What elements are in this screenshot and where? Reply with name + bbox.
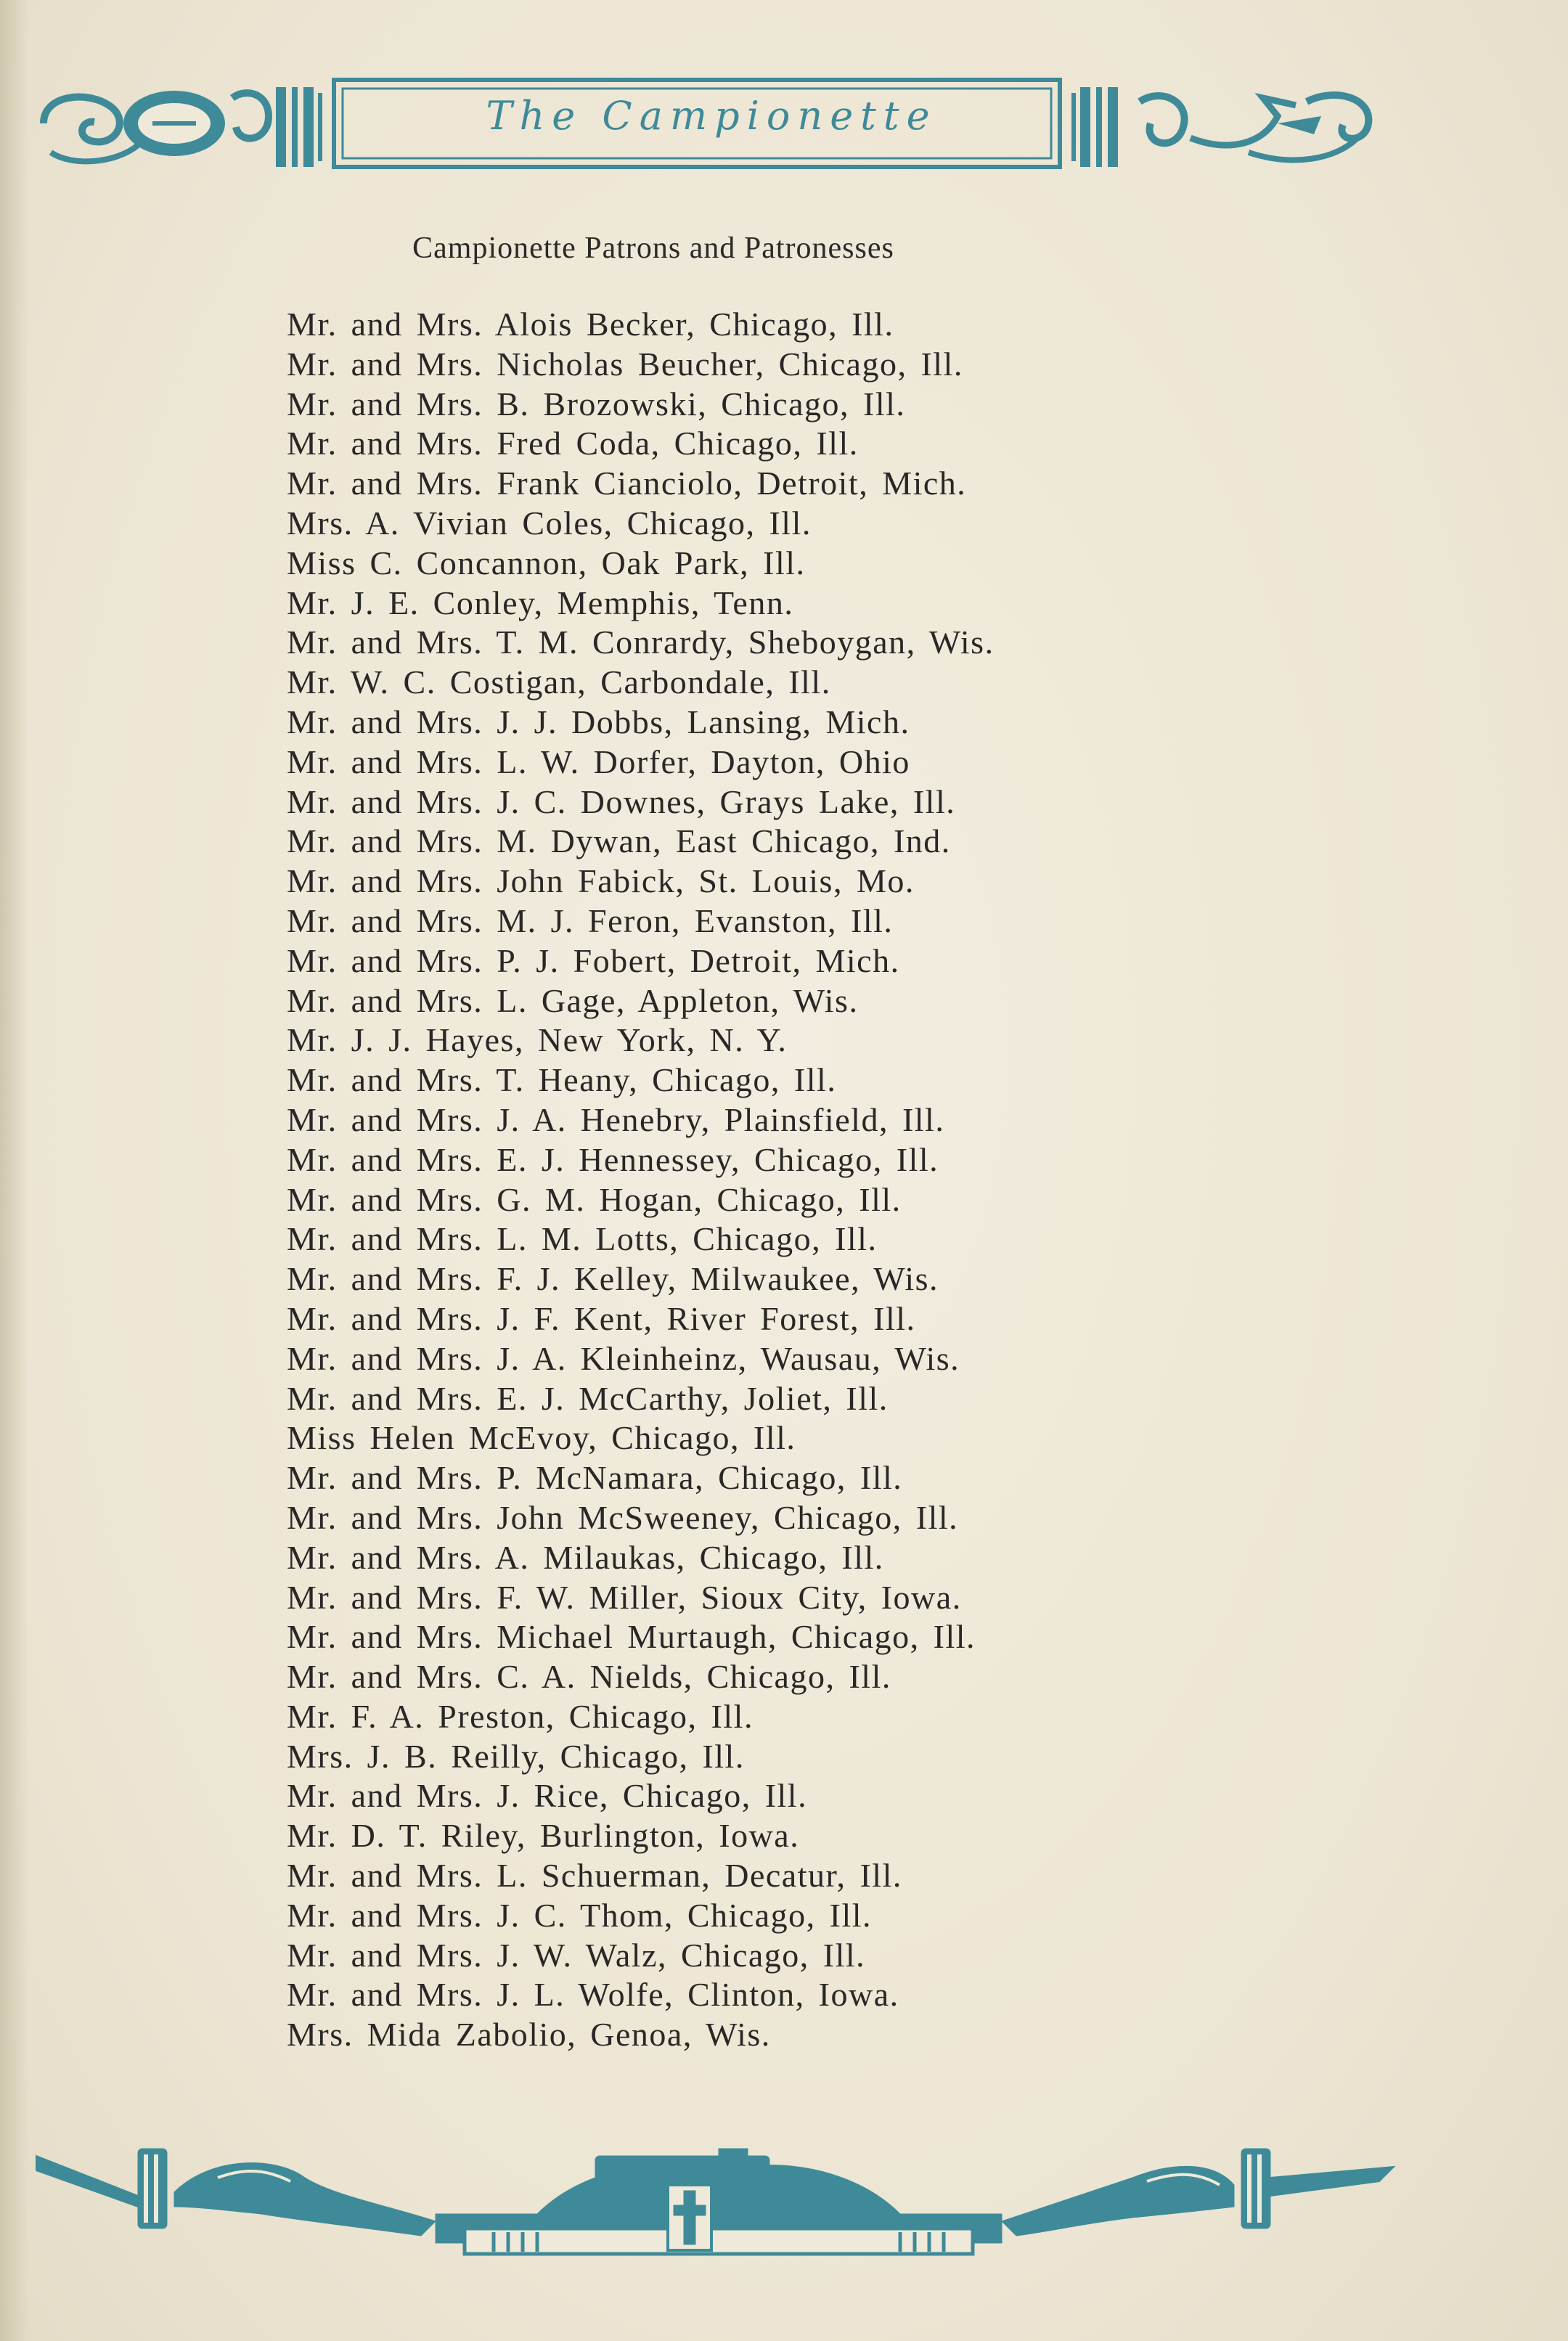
patron-entry: Mr. and Mrs. L. Gage, Appleton, Wis. [287, 981, 859, 1019]
patron-entry: Mr. and Mrs. F. J. Kelley, Milwaukee, Wis. [287, 1260, 939, 1298]
patron-entry: Mr. and Mrs. Michael Murtaugh, Chicago, Ill. [287, 1618, 976, 1656]
patron-entry: Mr. and Mrs. L. Schuerman, Decatur, Ill. [287, 1857, 902, 1895]
patron-entry: Mr. and Mrs. P. J. Fobert, Detroit, Mich. [287, 941, 900, 979]
patron-entry: Mrs. A. Vivian Coles, Chicago, Ill. [287, 504, 812, 542]
patron-entry: Mr. and Mrs. John Fabick, St. Louis, Mo. [287, 862, 915, 900]
binding-gutter-shadow [0, 0, 29, 2341]
patron-entry: Mr. J. J. Hayes, New York, N. Y. [287, 1021, 788, 1059]
page-title: Campionette Patrons and Patronesses [412, 232, 894, 265]
patron-entry: Mr. and Mrs. B. Brozowski, Chicago, Ill. [287, 385, 906, 422]
patron-entry: Mr. and Mrs. J. C. Downes, Grays Lake, Ill. [287, 783, 956, 820]
patron-entry: Mr. D. T. Riley, Burlington, Iowa. [287, 1817, 800, 1855]
patron-entry: Mr. and Mrs. J. Rice, Chicago, Ill. [287, 1777, 808, 1815]
header-title: The Campionette [486, 93, 937, 139]
patron-entry: Mr. and Mrs. L. M. Lotts, Chicago, Ill. [287, 1220, 878, 1258]
patron-entry: Mr. and Mrs. A. Milaukas, Chicago, Ill. [287, 1538, 884, 1576]
patron-entry: Mr. and Mrs. Fred Coda, Chicago, Ill. [287, 425, 859, 462]
patron-entry: Mr. and Mrs. J. L. Wolfe, Clinton, Iowa. [287, 1976, 899, 2014]
patron-entry: Mr. and Mrs. M. Dywan, East Chicago, Ind. [287, 822, 951, 860]
patron-entry: Mr. and Mrs. Nicholas Beucher, Chicago, Ill. [287, 345, 963, 383]
header-banner [29, 73, 1394, 181]
patron-entry: Mr. and Mrs. T. Heany, Chicago, Ill. [287, 1061, 837, 1099]
patron-entry: Mr. and Mrs. F. W. Miller, Sioux City, Iowa. [287, 1578, 962, 1616]
patron-entry: Mr. and Mrs. G. M. Hogan, Chicago, Ill. [287, 1180, 902, 1218]
patron-entry: Miss Helen McEvoy, Chicago, Ill. [287, 1419, 796, 1457]
patron-entry: Mr. and Mrs. J. W. Walz, Chicago, Ill. [287, 1936, 866, 1974]
patron-list [287, 305, 995, 2055]
patron-entry: Mr. J. E. Conley, Memphis, Tenn. [287, 584, 794, 621]
patron-entry: Mrs. Mida Zabolio, Genoa, Wis. [287, 2016, 771, 2054]
patron-entry: Mr. and Mrs. C. A. Nields, Chicago, Ill. [287, 1658, 891, 1696]
footer-illustration [29, 2127, 1408, 2258]
patron-entry: Mrs. J. B. Reilly, Chicago, Ill. [287, 1737, 745, 1775]
patron-entry: Mr. and Mrs. J. J. Dobbs, Lansing, Mich. [287, 703, 910, 740]
patron-entry: Mr. and Mrs. John McSweeney, Chicago, Ill. [287, 1498, 959, 1536]
patron-entry: Mr. and Mrs. J. A. Henebry, Plainsfield, Ill. [287, 1100, 945, 1138]
patron-entry: Mr. and Mrs. J. A. Kleinheinz, Wausau, Wis. [287, 1339, 960, 1377]
patron-entry: Mr. and Mrs. Alois Becker, Chicago, Ill. [287, 306, 894, 343]
patron-entry: Mr. and Mrs. T. M. Conrardy, Sheboygan, Wis. [287, 624, 995, 661]
patron-entry: Mr. F. A. Preston, Chicago, Ill. [287, 1697, 754, 1735]
patron-entry: Mr. and Mrs. M. J. Feron, Evanston, Ill. [287, 902, 894, 939]
patron-entry: Mr. W. C. Costigan, Carbondale, Ill. [287, 663, 831, 701]
patron-entry: Mr. and Mrs. E. J. Hennessey, Chicago, Ill. [287, 1140, 939, 1178]
patron-entry: Mr. and Mrs. P. McNamara, Chicago, Ill. [287, 1459, 903, 1497]
patron-entry: Mr. and Mrs. Frank Cianciolo, Detroit, Mich. [287, 465, 967, 502]
patron-entry: Mr. and Mrs. J. C. Thom, Chicago, Ill. [287, 1896, 873, 1934]
patron-entry: Mr. and Mrs. L. W. Dorfer, Dayton, Ohio [287, 743, 910, 780]
patron-entry: Mr. and Mrs. E. J. McCarthy, Joliet, Ill. [287, 1379, 889, 1417]
patron-entry: Mr. and Mrs. J. F. Kent, River Forest, Ill. [287, 1299, 916, 1337]
footer-ornament [29, 2127, 1408, 2258]
patron-entry: Miss C. Concannon, Oak Park, Ill. [287, 544, 806, 581]
